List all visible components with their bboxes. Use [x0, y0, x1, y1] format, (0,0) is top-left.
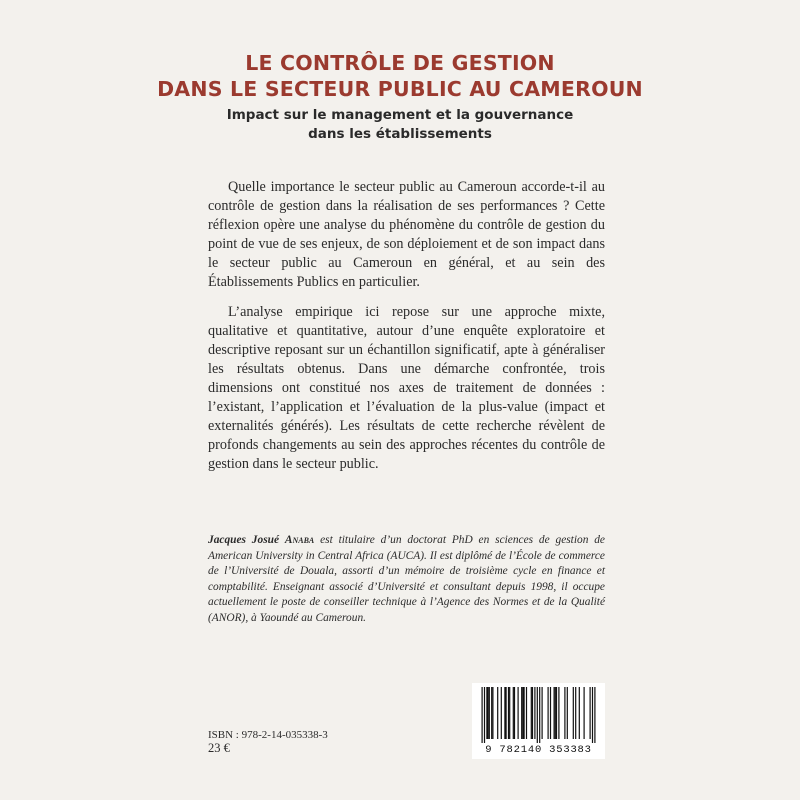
barcode-bar	[488, 687, 489, 739]
barcode-bar	[484, 687, 485, 743]
barcode-bar	[592, 687, 593, 743]
barcode-bar	[518, 687, 519, 739]
barcode-bar	[504, 687, 505, 739]
barcode-bar	[492, 687, 493, 739]
barcode-bar	[594, 687, 595, 743]
book-title-line-1: LE CONTRÔLE DE GESTION	[245, 51, 555, 75]
barcode-bar	[555, 687, 556, 739]
barcode-bar	[524, 687, 525, 739]
barcode-bar	[482, 687, 483, 743]
book-subtitle-line-2: dans les établissements	[308, 126, 492, 142]
barcode-bar	[486, 687, 487, 739]
barcode-bar	[521, 687, 522, 739]
barcode-bar	[590, 687, 591, 739]
barcode-bar	[548, 687, 549, 739]
summary-text	[208, 178, 605, 486]
barcode-bar	[579, 687, 580, 739]
author-first-names: Jacques Josué	[208, 534, 280, 546]
barcode-bar	[575, 687, 576, 739]
barcode-bar	[534, 687, 535, 739]
barcode-bar	[556, 687, 557, 739]
barcode-bar	[584, 687, 585, 739]
author-surname: Anaba	[284, 534, 315, 546]
barcode-bar	[508, 687, 509, 739]
barcode-bar	[489, 687, 490, 739]
barcode-bars	[472, 683, 605, 745]
barcode-bar	[514, 687, 515, 739]
barcode-bar	[554, 687, 555, 739]
barcode	[472, 683, 605, 759]
book-title-line-2: DANS LE SECTEUR PUBLIC AU CAMEROUN	[157, 77, 643, 101]
barcode-bar	[506, 687, 507, 739]
barcode-bar	[522, 687, 523, 739]
barcode-bar	[567, 687, 568, 739]
summary-paragraph-1: Quelle importance le secteur public au Cameroun accorde-t-il au contrôle de gestion dans la réalisation de ses performances ? Cette réflexion opère une analyse du phénomène du contrôle de gestion du point de vue de ses enjeux, de son déploiement et de son impact dans le secteur public au Cameroun en général, et au sein des Établissements Publics en particulier.	[208, 179, 605, 290]
book-title	[0, 50, 800, 102]
barcode-bar	[513, 687, 514, 739]
barcode-bar	[509, 687, 510, 739]
book-subtitle	[0, 106, 800, 144]
barcode-bar	[542, 687, 543, 739]
barcode-bar	[532, 687, 533, 739]
author-bio-text: est titulaire d’un doctorat PhD en sciences de gestion de American University in Central Africa (AUCA). Il est diplômé de l’École de commerce de l’Université de Douala, assorti d’un mémoire de troisième cycle en finance et comptabilité. Enseignant associé d’Université et consultant depuis 1998, il occupe actuellement le poste de conseiller technique à l’Agence des Normes et de la Qualité (ANOR), à Yaoundé au Cameroun.	[208, 534, 605, 624]
barcode-digits: 9 782140 353383	[485, 744, 592, 756]
barcode-bar	[531, 687, 532, 739]
price-label: 23 €	[208, 741, 230, 755]
barcode-bar	[526, 687, 527, 739]
barcode-bar	[491, 687, 492, 739]
barcode-bar	[537, 687, 538, 743]
barcode-bar	[539, 687, 540, 743]
isbn-label: ISBN : 978-2-14-035338-3	[208, 729, 328, 741]
barcode-bar	[497, 687, 498, 739]
summary-paragraph-2: L’analyse empirique ici repose sur une approche mixte, qualitative et quantitative, autour d’une enquête exploratoire et descriptive reposant sur un échantillon significatif, apte à généraliser les résultats obtenus. Dans une démarche confrontée, trois dimensions ont constitué nos axes de traitement de données : l’existant, l’application et l’évaluation de la plus-value (impact et externalités générés). Les résultats de cette recherche révèlent de profonds changements au sein des approches récentes du contrôle de gestion dans le secteur public.	[208, 304, 605, 472]
barcode-bar	[558, 687, 559, 739]
barcode-bar	[501, 687, 502, 739]
book-subtitle-line-1: Impact sur le management et la gouvernance	[226, 107, 574, 123]
barcode-bar	[573, 687, 574, 739]
author-bio	[208, 533, 605, 627]
barcode-bar	[550, 687, 551, 739]
barcode-bar	[564, 687, 565, 739]
